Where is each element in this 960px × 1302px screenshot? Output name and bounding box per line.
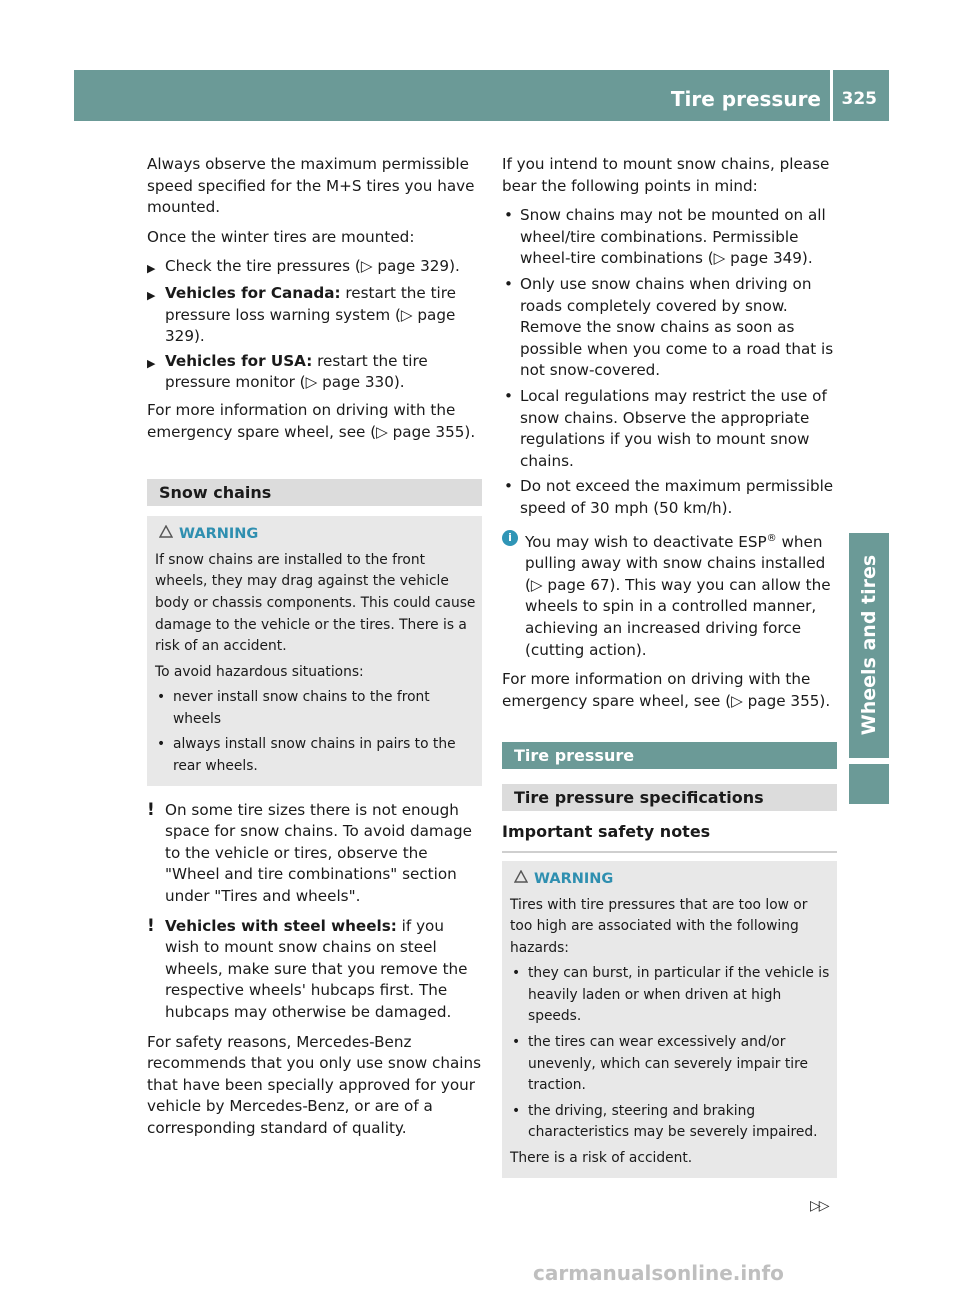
subheading-rule — [502, 851, 837, 853]
step-arrow-icon: ▶ — [147, 262, 156, 276]
chapter-tab — [849, 533, 889, 758]
step-bold-text: Vehicles for Canada: — [165, 283, 341, 302]
header-title: Tire pressure — [670, 87, 821, 111]
warning-triangle-icon — [159, 524, 173, 546]
section-heading: Snow chains — [147, 479, 482, 506]
subsection-heading: Tire pressure specifications — [502, 784, 837, 811]
warning-box — [147, 516, 482, 786]
info-note: i You may wish to deactivate ESP® when pulling away with snow chains installed (▷ page 67). This way you can allow the wheels to spin in a controlled manner, achieving an increased driving force (cutting action). — [502, 528, 837, 662]
paragraph: For more information on driving with the emergency spare wheel, see (▷ page 355). — [147, 400, 476, 441]
bullet-item: • Do not exceed the maximum permissible speed of 30 mph (50 km/h). — [504, 477, 834, 517]
bullet-item: • Only use snow chains when driving on roads completely covered by snow. Remove the snow chains as soon as possible when you come to a road that is not snow-covered. — [504, 274, 834, 380]
step-bold-text: Vehicles for USA: — [165, 351, 313, 370]
subheading: Important safety notes — [502, 822, 711, 842]
caution-note: ! On some tire sizes there is not enough space for snow chains. To avoid damage to the vehicle or tires, observe the "Wheel and tire combinations" section under "Tires and wheels". — [147, 800, 482, 908]
step-text: restart the tire pressure monitor (▷ page 330). — [165, 351, 428, 392]
warning-text: If snow chains are installed to the front wheels, they may drag against the vehicle body or chassis components. This could cause damage to the vehicle or the tires. There is a risk of an accident. — [155, 551, 476, 655]
step-item — [147, 256, 482, 280]
page-number: 325 — [841, 89, 877, 109]
warning-text: To avoid hazardous situations: — [155, 663, 364, 680]
warning-box — [502, 861, 837, 1178]
exclamation-icon: ! — [147, 799, 155, 820]
paragraph: For safety reasons, Mercedes-Benz recommends that you only use snow chains that have been specially approved for your vehicle by Mercedes-Benz, or are of a corresponding standard of quality. — [147, 1032, 482, 1137]
warning-triangle-icon — [514, 869, 528, 891]
continue-arrows-icon: ▷▷ — [810, 1198, 828, 1214]
step-text: Check the tire pressures (▷ page 329). — [165, 257, 460, 276]
left-column — [147, 154, 482, 1148]
caution-note: ! Vehicles with steel wheels: if you wish to mount snow chains on steel wheels, make sure that you remove the respective wheels' hubcaps first. The hubcaps may otherwise be damaged. — [147, 916, 482, 1024]
warning-text: Tires with tire pressures that are too low or too high are associated with the following hazards: — [510, 896, 808, 956]
warning-bullet: • they can burst, in particular if the vehicle is heavily laden or when driven at high speeds. — [512, 965, 830, 1025]
step-item — [147, 351, 482, 394]
paragraph: For more information on driving with the emergency spare wheel, see (▷ page 355). — [502, 670, 831, 710]
chapter-tab-label: Wheels and tires — [858, 554, 880, 736]
warning-title: WARNING — [155, 524, 476, 546]
warning-text: There is a risk of accident. — [510, 1150, 693, 1167]
warning-title: WARNING — [510, 869, 831, 891]
info-icon: i — [502, 530, 518, 546]
paragraph: Always observe the maximum permissible speed specified for the M+S tires you have mounted. — [147, 155, 475, 217]
chapter-tab-marker — [849, 764, 889, 804]
watermark: carmanualsonline.info — [533, 1261, 784, 1285]
warning-bullet: • the tires can wear excessively and/or unevenly, which can severely impair tire traction. — [512, 1034, 808, 1094]
bullet-item: • Snow chains may not be mounted on all wheel/tire combinations. Permissible wheel-tire combinations (▷ page 349). — [504, 206, 826, 268]
step-arrow-icon: ▶ — [147, 288, 156, 302]
paragraph: If you intend to mount snow chains, please bear the following points in mind: — [502, 155, 830, 195]
warning-bullet: • always install snow chains in pairs to the rear wheels. — [157, 736, 456, 775]
paragraph: Once the winter tires are mounted: — [147, 227, 415, 246]
exclamation-icon: ! — [147, 915, 155, 936]
step-text: restart the tire pressure loss warning system (▷ page 329). — [165, 283, 457, 346]
step-arrow-icon: ▶ — [147, 356, 156, 370]
page-header — [74, 70, 889, 121]
header-divider — [830, 70, 833, 121]
right-column — [502, 154, 837, 1178]
step-item — [147, 283, 482, 348]
warning-bullet: • the driving, steering and braking characteristics may be severely impaired. — [512, 1102, 818, 1141]
warning-bullet: • never install snow chains to the front wheels — [157, 689, 430, 727]
section-heading: Tire pressure — [502, 742, 837, 769]
bullet-item: • Local regulations may restrict the use of snow chains. Observe the appropriate regulations if you wish to mount snow chains. — [504, 386, 827, 470]
